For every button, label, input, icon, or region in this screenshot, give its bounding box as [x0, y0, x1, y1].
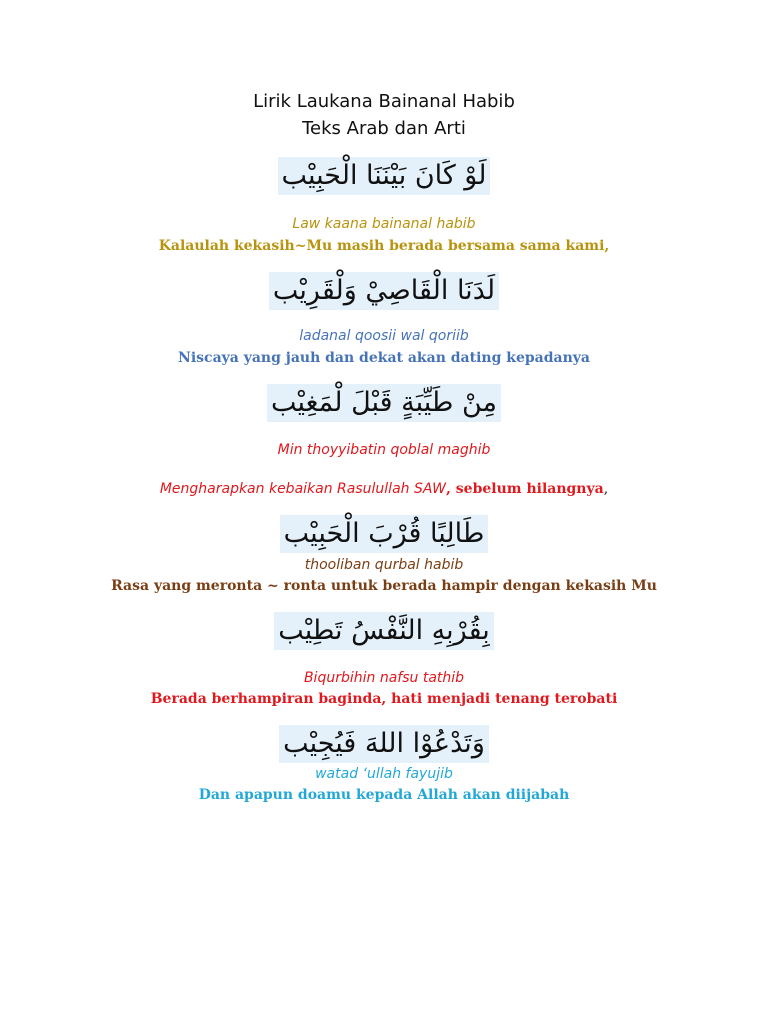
verse-4-arabic: طَالِبًا قُرْبَ الْحَبِيْب: [280, 515, 489, 553]
verse-2-arabic: لَدَنَا الْقَاصِيْ وَلْقَرِيْب: [269, 272, 499, 310]
verse-5-transliteration: Biqurbihin nafsu tathib: [303, 670, 465, 686]
verse-6: [0, 725, 768, 763]
verse-1-transliteration: Law kaana bainanal habib: [292, 216, 476, 232]
verse-6-arabic: وَتَدْعُوْا اللهَ فَيُجِيْب: [279, 725, 489, 763]
verse-1: [0, 157, 768, 195]
verse-3-transliteration: Min thoyyibatin qoblal maghib: [277, 442, 491, 458]
verse-3-meaning-italic: Mengharapkan kebaikan Rasulullah SAW: [159, 481, 447, 497]
verse-4-transliteration: thooliban qurbal habib: [304, 557, 464, 573]
document-title: Lirik Laukana Bainanal Habib: [253, 91, 515, 112]
verse-1-meaning: Kalaulah kekasih~Mu masih berada bersama sama kami,: [158, 238, 610, 254]
verse-3-meaning: [0, 479, 768, 499]
verse-4: [0, 515, 768, 553]
verse-2: [0, 272, 768, 310]
verse-2-meaning: Niscaya yang jauh dan dekat akan dating kepadanya: [178, 350, 590, 366]
verse-6-meaning: Dan apapun doamu kepada Allah akan diijabah: [198, 787, 570, 803]
verse-6-transliteration: watad ‘ullah fayujib: [315, 766, 453, 782]
verse-3-meaning-end: ,: [603, 481, 609, 497]
verse-2-transliteration: ladanal qoosii wal qoriib: [299, 328, 469, 344]
verse-3-arabic: مِنْ طَيِّبَةٍ قَبْلَ لْمَغِيْب: [267, 384, 501, 422]
verse-4-meaning: Rasa yang meronta ~ ronta untuk berada hampir dengan kekasih Mu: [111, 578, 657, 594]
verse-1-arabic: لَوْ كَانَ بَيْنَنَا الْحَبِيْب: [278, 157, 491, 195]
verse-3-meaning-bold: , sebelum hilangnya: [446, 481, 604, 497]
verse-3: [0, 384, 768, 422]
verse-5-meaning: Berada berhampiran baginda, hati menjadi tenang terobati: [150, 691, 618, 707]
verse-5: [0, 612, 768, 650]
document-subtitle: Teks Arab dan Arti: [302, 118, 466, 139]
verse-5-arabic: بِقُرْبِهِ النَّفْسُ تَطِيْب: [274, 612, 494, 650]
